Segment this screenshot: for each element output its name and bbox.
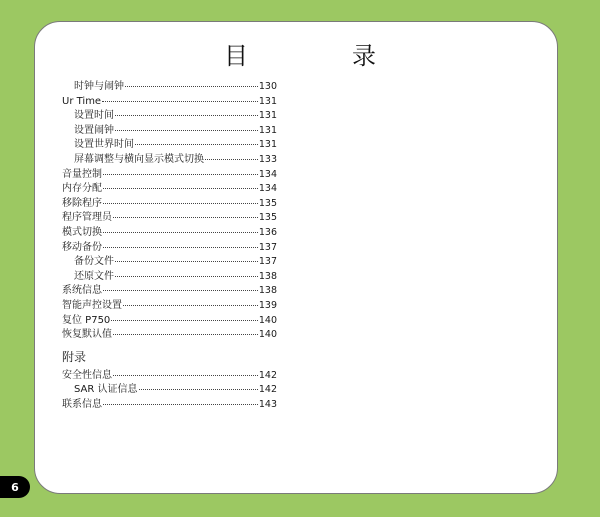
toc-entry[interactable] xyxy=(62,197,277,212)
page-number-tab xyxy=(0,476,30,498)
toc-entry-label: 音量控制 xyxy=(62,168,102,180)
toc-entry-page: 135 xyxy=(258,197,277,209)
toc-entry-label: 模式切换 xyxy=(62,226,102,238)
toc-entry-page: 134 xyxy=(258,183,277,195)
toc-dot-leader xyxy=(139,388,258,390)
toc-entry-label: 设置闹钟 xyxy=(74,124,114,136)
toc-entry-label: 移除程序 xyxy=(62,197,102,209)
toc-entry-page: 142 xyxy=(258,369,277,381)
toc-entry-label: 屏幕调整与横向显示模式切换 xyxy=(74,153,204,165)
toc-entry[interactable] xyxy=(62,398,277,413)
toc-entry[interactable] xyxy=(62,80,277,95)
toc-entry-page: 131 xyxy=(258,124,277,136)
page-number: 6 xyxy=(11,480,19,494)
toc-entry-label: SAR 认证信息 xyxy=(74,384,138,396)
toc-entry[interactable] xyxy=(62,255,277,270)
toc-entry-label: 系统信息 xyxy=(62,285,102,297)
toc-dot-leader xyxy=(102,100,258,102)
toc-dot-leader xyxy=(113,374,258,376)
toc-entry[interactable] xyxy=(62,241,277,256)
appendix-heading: 附录 xyxy=(62,349,87,364)
toc-entry-page: 143 xyxy=(258,398,277,410)
toc-dot-leader xyxy=(115,129,258,131)
toc-entry-label: 时钟与闹钟 xyxy=(74,81,124,92)
toc-entry-label: 复位 P750 xyxy=(62,314,111,326)
toc-entry-label: 智能声控设置 xyxy=(62,299,122,311)
toc-dot-leader xyxy=(135,143,258,145)
toc-dot-leader xyxy=(115,260,258,262)
toc-entry-page: 130 xyxy=(258,81,277,92)
toc-entry-label: 备份文件 xyxy=(74,256,114,268)
toc-entry-page: 142 xyxy=(258,384,277,396)
toc-entry-label: 内存分配 xyxy=(62,183,102,195)
toc-entry-label: 设置世界时间 xyxy=(74,139,134,151)
toc-entry[interactable] xyxy=(62,153,277,168)
toc-dot-leader xyxy=(103,231,258,233)
toc-entry[interactable] xyxy=(62,226,277,241)
appendix-list xyxy=(62,369,277,413)
toc-entry[interactable] xyxy=(62,138,277,153)
toc-dot-leader xyxy=(103,173,258,175)
toc-entry[interactable] xyxy=(62,314,277,329)
toc-entry[interactable] xyxy=(62,328,277,343)
toc-entry-label: 恢复默认值 xyxy=(62,329,112,341)
toc-entry-page: 134 xyxy=(258,168,277,180)
toc-entry-page: 133 xyxy=(258,153,277,165)
toc-dot-leader xyxy=(103,246,258,248)
toc-entry-page: 138 xyxy=(258,270,277,282)
toc-dot-leader xyxy=(123,304,258,306)
toc-entry-label: 设置时间 xyxy=(74,110,114,122)
toc-entry-page: 135 xyxy=(258,212,277,224)
table-of-contents xyxy=(62,80,277,412)
toc-entry-label: 程序管理员 xyxy=(62,212,112,224)
toc-dot-leader xyxy=(103,403,258,405)
toc-entry-label: 还原文件 xyxy=(74,270,114,282)
toc-entry[interactable] xyxy=(62,270,277,285)
toc-dot-leader xyxy=(103,202,258,204)
page-title: 目 录 xyxy=(224,42,416,70)
toc-entry[interactable] xyxy=(62,109,277,124)
toc-entry[interactable] xyxy=(62,95,277,110)
toc-entry-page: 136 xyxy=(258,226,277,238)
toc-dot-leader xyxy=(113,333,258,335)
toc-entry-page: 137 xyxy=(258,256,277,268)
toc-dot-leader xyxy=(103,187,258,189)
toc-list xyxy=(62,80,277,343)
toc-dot-leader xyxy=(103,289,258,291)
toc-entry[interactable] xyxy=(62,211,277,226)
toc-dot-leader xyxy=(115,114,258,116)
toc-entry-label: Ur Time xyxy=(62,95,102,107)
toc-entry[interactable] xyxy=(62,284,277,299)
toc-entry-page: 140 xyxy=(258,314,277,326)
toc-entry[interactable] xyxy=(62,168,277,183)
toc-entry[interactable] xyxy=(62,124,277,139)
toc-entry-page: 131 xyxy=(258,139,277,151)
toc-entry-page: 140 xyxy=(258,329,277,341)
toc-entry-page: 138 xyxy=(258,285,277,297)
toc-dot-leader xyxy=(205,158,258,160)
toc-entry-page: 131 xyxy=(258,95,277,107)
toc-entry[interactable] xyxy=(62,369,277,384)
toc-entry-label: 移动备份 xyxy=(62,241,102,253)
toc-entry-label: 联系信息 xyxy=(62,398,102,410)
toc-entry-page: 139 xyxy=(258,299,277,311)
toc-entry-page: 131 xyxy=(258,110,277,122)
toc-entry-page: 137 xyxy=(258,241,277,253)
toc-entry[interactable] xyxy=(62,182,277,197)
toc-dot-leader xyxy=(115,275,258,277)
toc-entry[interactable] xyxy=(62,299,277,314)
toc-dot-leader xyxy=(125,85,258,87)
toc-dot-leader xyxy=(113,216,258,218)
toc-entry-label: 安全性信息 xyxy=(62,369,112,381)
toc-dot-leader xyxy=(111,319,258,321)
toc-entry[interactable] xyxy=(62,383,277,398)
